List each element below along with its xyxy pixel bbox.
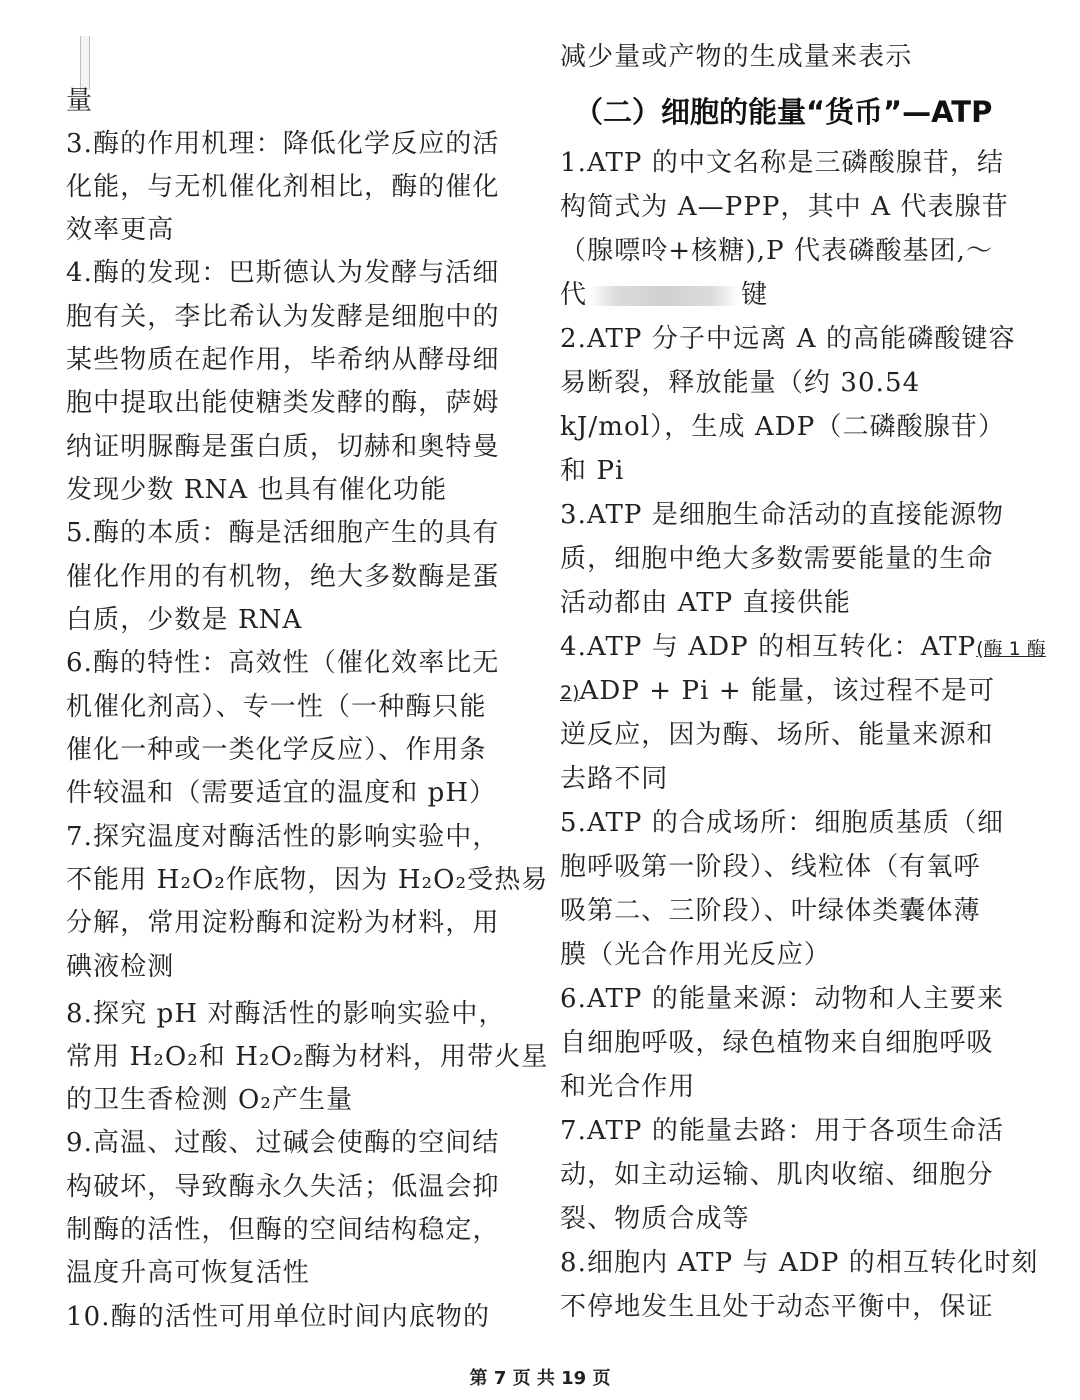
text-line: 纳证明脲酶是蛋白质，切赫和奥特曼 xyxy=(66,432,500,462)
text-line: 易断裂，释放能量（约 30.54 xyxy=(560,368,921,398)
text-line: 5.酶的本质：酶是活细胞产生的具有 xyxy=(66,518,500,548)
text-line: 的卫生香检测 O₂产生量 xyxy=(66,1085,354,1115)
text-line: 自细胞呼吸，绿色植物来自细胞呼吸 xyxy=(560,1028,994,1058)
text-line: 胞呼吸第一阶段）、线粒体（有氧呼 xyxy=(560,852,981,882)
text-line: 和光合作用 xyxy=(560,1072,696,1102)
text-line: 4.酶的发现：巴斯德认为发酵与活细 xyxy=(66,258,500,288)
text-line: 6.ATP 的能量来源：动物和人主要来 xyxy=(560,984,1005,1014)
text-line: 发现少数 RNA 也具有催化功能 xyxy=(66,475,448,505)
text-line: 机催化剂高）、专一性（一种酶只能 xyxy=(66,692,487,722)
text-line: 和 Pi xyxy=(560,456,625,486)
enzyme-annotation: (酶 1 酶 xyxy=(976,638,1046,660)
text-line: kJ/mol），生成 ADP（二磷酸腺苷） xyxy=(560,412,1006,442)
text-line: 活动都由 ATP 直接供能 xyxy=(560,588,852,618)
text-line: 催化一种或一类化学反应）、作用条 xyxy=(66,735,487,765)
text-line: 逆反应，因为酶、场所、能量来源和 xyxy=(560,720,994,750)
text-fragment: 代 xyxy=(560,280,588,310)
text-line: 制酶的活性，但酶的空间结构稳定， xyxy=(66,1215,500,1245)
text-line: 分解，常用淀粉酶和淀粉为材料，用 xyxy=(66,908,500,938)
text-line-conversion xyxy=(560,630,1046,664)
text-line: 常用 H₂O₂和 H₂O₂酶为材料，用带火星 xyxy=(66,1042,549,1072)
text-line: 某些物质在起作用，毕希纳从酵母细 xyxy=(66,345,500,375)
text-line: 3.ATP 是细胞生命活动的直接能源物 xyxy=(560,500,1005,530)
text-line: 构简式为 A—PPP，其中 A 代表腺苷 xyxy=(560,192,1009,222)
text-fragment: 键 xyxy=(741,280,769,310)
text-line: 效率更高 xyxy=(66,215,175,245)
text-line: 2.ATP 分子中远离 A 的高能磷酸键容 xyxy=(560,324,1016,354)
text-line: 构破坏，导致酶永久失活；低温会抑 xyxy=(66,1172,500,1202)
text-line: 碘液检测 xyxy=(66,952,175,982)
text-line: 8.探究 pH 对酶活性的影响实验中， xyxy=(66,999,506,1029)
text-line: 催化作用的有机物，绝大多数酶是蛋 xyxy=(66,562,500,592)
text-line: 化能，与无机催化剂相比，酶的催化 xyxy=(66,172,500,202)
text-line: 不停地发生且处于动态平衡中，保证 xyxy=(560,1292,994,1322)
text-line: （腺嘌呤+核糖),P 代表磷酸基团,～ xyxy=(560,236,994,266)
text-line: 7.探究温度对酶活性的影响实验中， xyxy=(66,822,500,852)
text-line: 减少量或产物的生成量来表示 xyxy=(560,42,913,72)
text-line: 1.ATP 的中文名称是三磷酸腺苷，结 xyxy=(560,148,1005,178)
text-line: 8.细胞内 ATP 与 ADP 的相互转化时刻 xyxy=(560,1248,1039,1278)
text-line: 9.高温、过酸、过碱会使酶的空间结 xyxy=(66,1128,500,1158)
text-line: 胞有关，李比希认为发酵是细胞中的 xyxy=(66,302,500,332)
text-line: 裂、物质合成等 xyxy=(560,1204,750,1234)
enzyme-annotation: 2) xyxy=(560,682,580,704)
text-line: 不能用 H₂O₂作底物，因为 H₂O₂受热易 xyxy=(66,865,549,895)
text-line: 3.酶的作用机理：降低化学反应的活 xyxy=(66,129,500,159)
text-line: 件较温和（需要适宜的温度和 pH） xyxy=(66,778,497,808)
page-number-footer: 第 7 页 共 19 页 xyxy=(469,1368,611,1389)
text-line: 6.酶的特性：高效性（催化效率比无 xyxy=(66,648,500,678)
text-line: 胞中提取出能使糖类发酵的酶，萨姆 xyxy=(66,388,500,418)
scan-artifact-mark xyxy=(80,36,90,90)
text-line: 白质，少数是 RNA xyxy=(66,605,303,635)
text-line: 膜（光合作用光反应） xyxy=(560,940,832,970)
text-line: 量 xyxy=(66,86,94,116)
text-line: 7.ATP 的能量去路：用于各项生命活 xyxy=(560,1116,1005,1146)
text-line: 10.酶的活性可用单位时间内底物的 xyxy=(66,1302,491,1332)
text-line: 吸第二、三阶段）、叶绿体类囊体薄 xyxy=(560,896,981,926)
text-line: 质，细胞中绝大多数需要能量的生命 xyxy=(560,544,994,574)
redacted-region xyxy=(589,286,739,306)
text-fragment: ADP + Pi + 能量，该过程不是可 xyxy=(579,676,996,706)
text-line: 5.ATP 的合成场所：细胞质基质（细 xyxy=(560,808,1005,838)
text-line-redacted xyxy=(560,278,768,312)
text-fragment: 4.ATP 与 ADP 的相互转化：ATP xyxy=(560,632,977,662)
text-line-conversion xyxy=(560,674,995,708)
text-line: 温度升高可恢复活性 xyxy=(66,1258,310,1288)
text-line: 动，如主动运输、肌肉收缩、细胞分 xyxy=(560,1160,994,1190)
text-line: 去路不同 xyxy=(560,764,669,794)
section-heading: （二）细胞的能量“货币”—ATP xyxy=(574,95,993,129)
